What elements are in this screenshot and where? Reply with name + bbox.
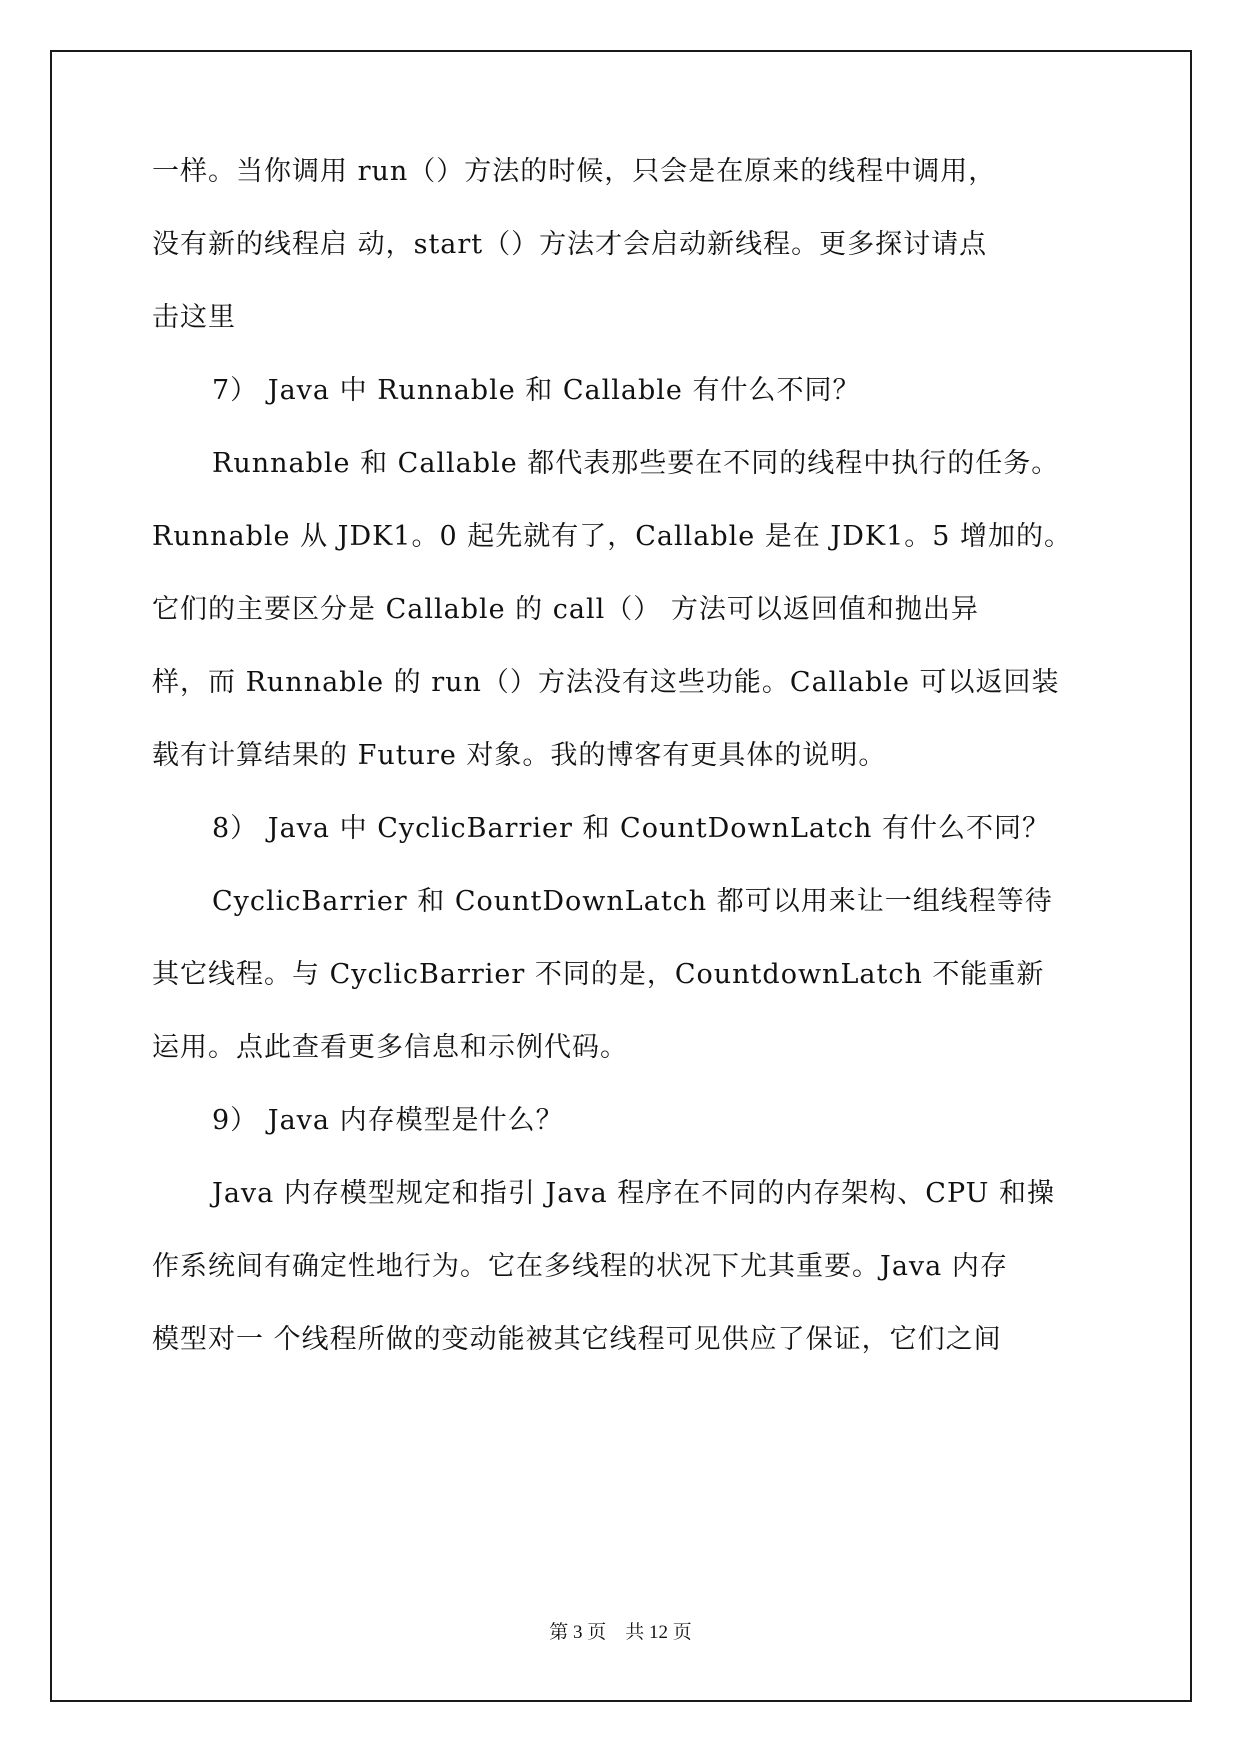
text-line-5: Runnable 和 Callable 都代表那些要在不同的线程中执行的任务。 xyxy=(212,448,1060,479)
text-line-1: 一样。当你调用 run（）方法的时候，只会是在原来的线程中调用， xyxy=(152,156,997,187)
text-line-6: Runnable 从 JDK1。0 起先就有了，Callable 是在 JDK1。5 增加的。 xyxy=(152,521,1073,552)
question-8-heading: 8） Java 中 CyclicBarrier 和 CountDownLatch 有什么不同？ xyxy=(212,813,1050,844)
page-footer: 第 3 页 共 12 页 xyxy=(549,1622,692,1643)
text-line-3: 击这里 xyxy=(152,302,236,333)
text-line-2: 没有新的线程启 动，start（）方法才会启动新线程。更多探讨请点 xyxy=(152,229,988,260)
text-line-12: 其它线程。与 CyclicBarrier 不同的是，CountdownLatch 不能重新 xyxy=(152,959,1045,990)
question-9-heading: 9） Java 内存模型是什么？ xyxy=(212,1105,564,1136)
text-line-8: 样，而 Runnable 的 run（）方法没有这些功能。Callable 可以返回装 xyxy=(152,667,1060,698)
question-7-heading: 7） Java 中 Runnable 和 Callable 有什么不同？ xyxy=(212,375,861,406)
text-line-7: 它们的主要区分是 Callable 的 call（） 方法可以返回值和抛出异 xyxy=(152,594,979,625)
text-line-15: Java 内存模型规定和指引 Java 程序在不同的内存架构、CPU 和操 xyxy=(212,1178,1055,1209)
text-line-16: 作系统间有确定性地行为。它在多线程的状况下尤其重要。Java 内存 xyxy=(152,1251,1008,1282)
text-line-11: CyclicBarrier 和 CountDownLatch 都可以用来让一组线程等待 xyxy=(212,886,1053,917)
text-line-17: 模型对一 个线程所做的变动能被其它线程可见供应了保证，它们之间 xyxy=(152,1324,1002,1355)
page-border xyxy=(50,50,1192,1702)
text-line-9: 载有计算结果的 Future 对象。我的博客有更具体的说明。 xyxy=(152,740,887,771)
text-line-13: 运用。点此查看更多信息和示例代码。 xyxy=(152,1032,628,1063)
